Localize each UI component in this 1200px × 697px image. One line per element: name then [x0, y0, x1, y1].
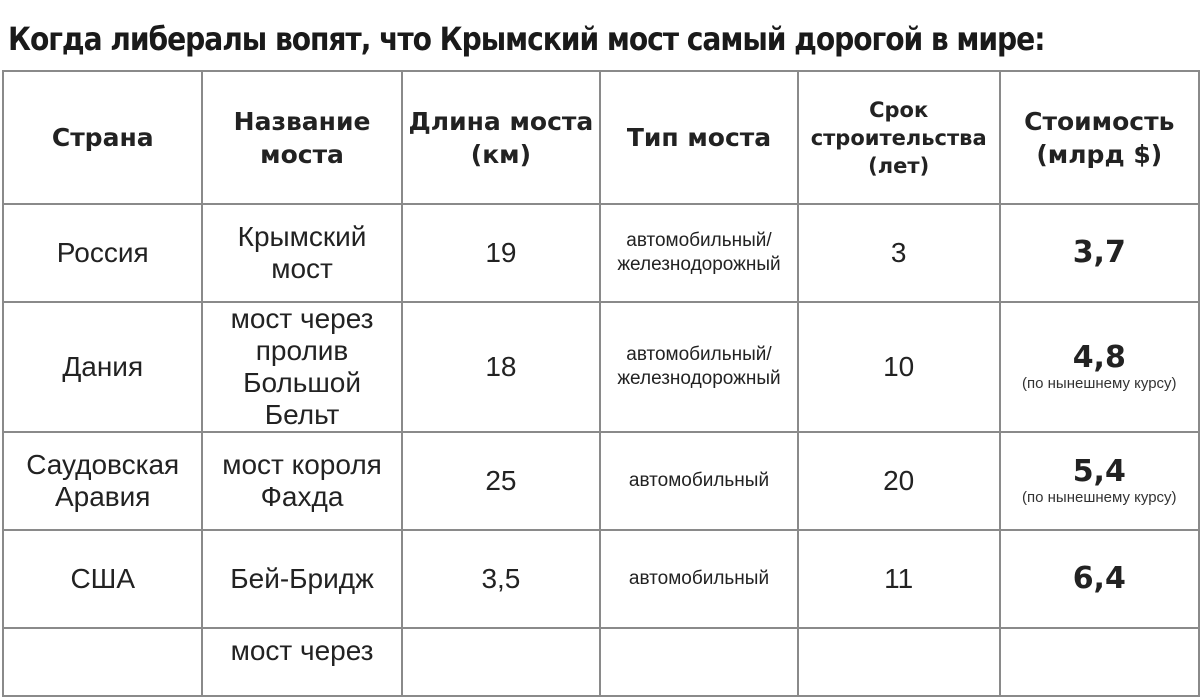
table-row: [3, 530, 1199, 628]
cost-value: 3,7: [1072, 235, 1126, 270]
cell-cost: [1000, 204, 1199, 302]
cell-years: 3: [798, 204, 1000, 302]
cell-bridge-name: мост через: [202, 628, 401, 696]
cell-type: [600, 628, 798, 696]
cell-cost: [1000, 302, 1199, 432]
cost-note: (по нынешнему курсу): [1022, 374, 1177, 392]
cell-years: 20: [798, 432, 1000, 530]
header-construction-time: Срок строительства (лет): [798, 71, 1000, 204]
cell-type: автомобильный: [600, 432, 798, 530]
cell-type: автомобильный/ железнодорожный: [600, 302, 798, 432]
cell-cost: [1000, 530, 1199, 628]
header-country: Страна: [3, 71, 202, 204]
cell-years: 10: [798, 302, 1000, 432]
cell-bridge-name: Крымский мост: [202, 204, 401, 302]
table-header-row: [3, 71, 1199, 204]
cost-value: 5,4: [1072, 453, 1126, 489]
cell-years: 11: [798, 530, 1000, 628]
header-type: Тип моста: [600, 71, 798, 204]
cell-country: Саудовская Аравия: [3, 432, 202, 530]
cell-bridge-name: мост короля Фахда: [202, 432, 401, 530]
cell-country: [3, 628, 202, 696]
cost-note: (по нынешнему курсу): [1022, 488, 1177, 506]
cell-length: 19: [402, 204, 601, 302]
cell-country: США: [3, 530, 202, 628]
table-row: [3, 628, 1199, 696]
bridges-table: [2, 70, 1200, 697]
table-row: [3, 204, 1199, 302]
cell-length: 3,5: [402, 530, 601, 628]
cost-value: 4,8: [1072, 339, 1126, 375]
cell-length: [402, 628, 601, 696]
table-row: [3, 432, 1199, 530]
cost-value: 6,4: [1072, 561, 1126, 596]
header-cost: Стоимость (млрд $): [1000, 71, 1199, 204]
cell-cost: [1000, 628, 1199, 696]
page-title: Когда либералы вопят, что Крымский мост самый дорогой в мире:: [8, 20, 1045, 58]
cell-type: автомобильный: [600, 530, 798, 628]
cell-years: [798, 628, 1000, 696]
cell-cost: [1000, 432, 1199, 530]
cell-bridge-name: Бей-Бридж: [202, 530, 401, 628]
header-bridge-name: Название моста: [202, 71, 401, 204]
cell-length: 18: [402, 302, 601, 432]
table-row: [3, 302, 1199, 432]
cell-type: автомобильный/ железнодорожный: [600, 204, 798, 302]
cell-country: Дания: [3, 302, 202, 432]
cell-length: 25: [402, 432, 601, 530]
cell-bridge-name: мост через пролив Большой Бельт: [202, 302, 401, 432]
header-length: Длина моста (км): [402, 71, 601, 204]
cell-country: Россия: [3, 204, 202, 302]
